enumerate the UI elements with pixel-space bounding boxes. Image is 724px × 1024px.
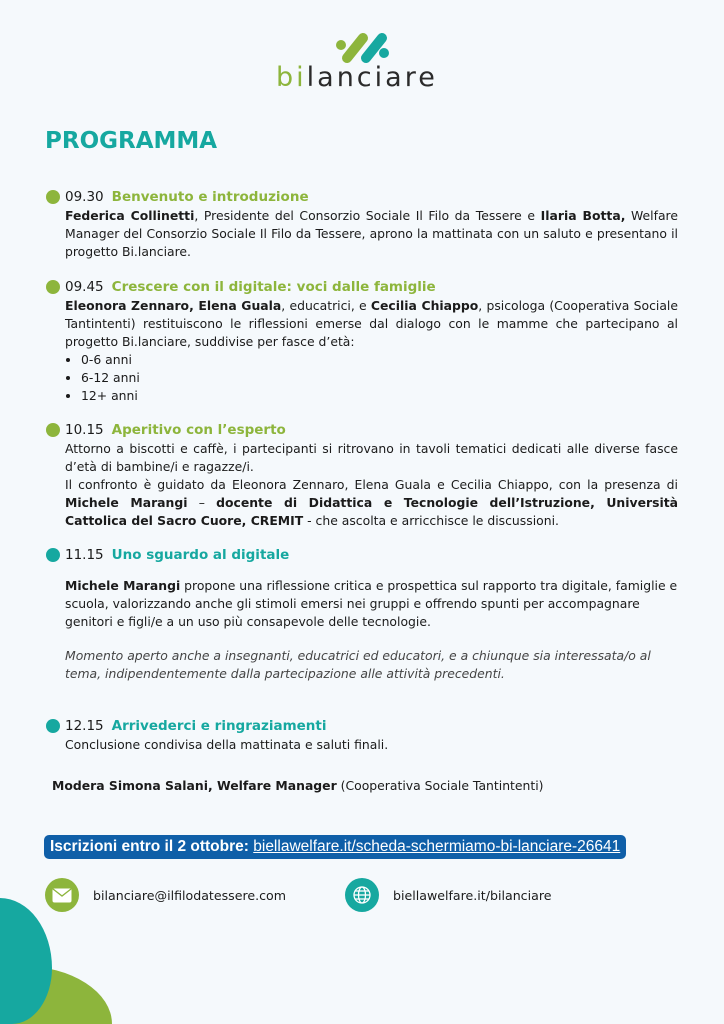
moderator-name: Modera Simona Salani, Welfare Manager — [52, 778, 337, 793]
item-time: 09.45 — [65, 279, 104, 295]
text-bold: Federica Collinetti — [65, 208, 195, 223]
text: , educatrici, e — [281, 298, 371, 313]
globe-icon — [345, 878, 379, 912]
page-title: PROGRAMMA — [45, 128, 218, 154]
website-contact[interactable] — [345, 878, 551, 912]
text: , psicologa (Cooperativa Sociale Tantintenti) restituiscono le riflessioni emerse dal dialogo con le mamme che partecipano al progetto Bi.lanciare, suddivise per fasce d’età: — [65, 298, 678, 349]
registration-link[interactable]: biellawelfare.it/scheda-schermiamo-bi-lanciare-26641 — [253, 838, 621, 855]
text: Il confronto è guidato da Eleonora Zennaro, Elena Guala e Cecilia Chiappo, con la presenza di — [65, 477, 678, 492]
logo-bi: bi — [276, 62, 307, 93]
item-description — [65, 297, 678, 351]
registration-banner — [44, 835, 626, 859]
email-contact[interactable] — [45, 878, 286, 912]
program-item — [46, 716, 678, 754]
item-time: 11.15 — [65, 547, 104, 563]
email-text[interactable]: bilanciare@ilfilodatessere.com — [93, 887, 287, 903]
list-item: • 12+ anni — [81, 387, 678, 405]
text: , Presidente del Consorzio Sociale Il Filo da Tessere e — [194, 208, 541, 223]
text-bold: Cecilia Chiappo — [370, 298, 479, 313]
list-item: • 6-12 anni — [81, 369, 678, 387]
text-bold: Michele Marangi — [65, 495, 188, 510]
moderator-org: (Cooperativa Sociale Tantintenti) — [336, 778, 544, 793]
item-description — [65, 207, 678, 261]
website-text[interactable]: biellawelfare.it/bilanciare — [393, 887, 552, 903]
text-bold: Ilaria Botta, — [540, 208, 626, 223]
item-description — [65, 577, 678, 631]
program-item — [46, 420, 678, 530]
item-time: 12.15 — [65, 718, 104, 734]
envelope-icon — [45, 878, 79, 912]
text-bold: Eleonora Zennaro, Elena Guala — [65, 298, 282, 313]
text-bold: Michele Marangi — [65, 578, 181, 593]
bullet-dot-icon — [46, 548, 60, 562]
age-list — [65, 351, 678, 405]
item-title: Uno sguardo al digitale — [111, 547, 290, 563]
text: propone una riflessione critica e prospettica sul rapporto tra digitale, famiglie e scuola, valorizzando anche gli stimoli emersi nei gruppi e offrendo spunti per accompagnare genitori e figli/e a un uso più consapevole delle tecnologie. — [65, 578, 678, 629]
item-time: 09.30 — [65, 189, 104, 205]
list-item: • 0-6 anni — [81, 351, 678, 369]
text-bold: docente di Didattica e Tecnologie dell’Istruzione, Università Cattolica del Sacro Cuore, CREMIT — [65, 495, 678, 528]
item-note: Momento aperto anche a insegnanti, educatrici ed educatori, e a chiunque sia interessata/o al tema, indipendentemente dalla partecipazione alle attività precedenti. — [65, 648, 651, 681]
item-description: Conclusione condivisa della mattinata e saluti finali. — [65, 737, 389, 752]
item-title: Benvenuto e introduzione — [111, 189, 309, 205]
item-description — [65, 476, 678, 530]
bullet-dot-icon — [46, 280, 60, 294]
program-item — [46, 545, 678, 683]
program-item — [46, 187, 678, 261]
text: – — [187, 495, 217, 510]
logo-rest: lanciare — [306, 62, 438, 93]
registration-label: Iscrizioni entro il 2 ottobre: — [50, 838, 249, 855]
text: Welfare Manager del Consorzio Sociale Il Filo da Tessere, aprono la mattinata con un saluto e presentano il progetto Bi.lanciare. — [65, 208, 678, 259]
item-description: Attorno a biscotti e caffè, i partecipanti si ritrovano in tavoli tematici dedicati alle diverse fasce d’età di bambine/i e ragazze/i. — [65, 441, 678, 474]
bullet-dot-icon — [46, 190, 60, 204]
item-time: 10.15 — [65, 422, 104, 438]
item-title: Aperitivo con l’esperto — [111, 422, 286, 438]
logo-wordmark — [276, 62, 438, 93]
bullet-dot-icon — [46, 719, 60, 733]
item-title: Crescere con il digitale: voci dalle famiglie — [111, 279, 436, 295]
program-item — [46, 277, 678, 405]
item-title: Arrivederci e ringraziamenti — [111, 718, 327, 734]
bullet-dot-icon — [46, 423, 60, 437]
moderator — [52, 778, 544, 793]
text: - che ascolta e arricchisce le discussioni. — [303, 513, 559, 528]
